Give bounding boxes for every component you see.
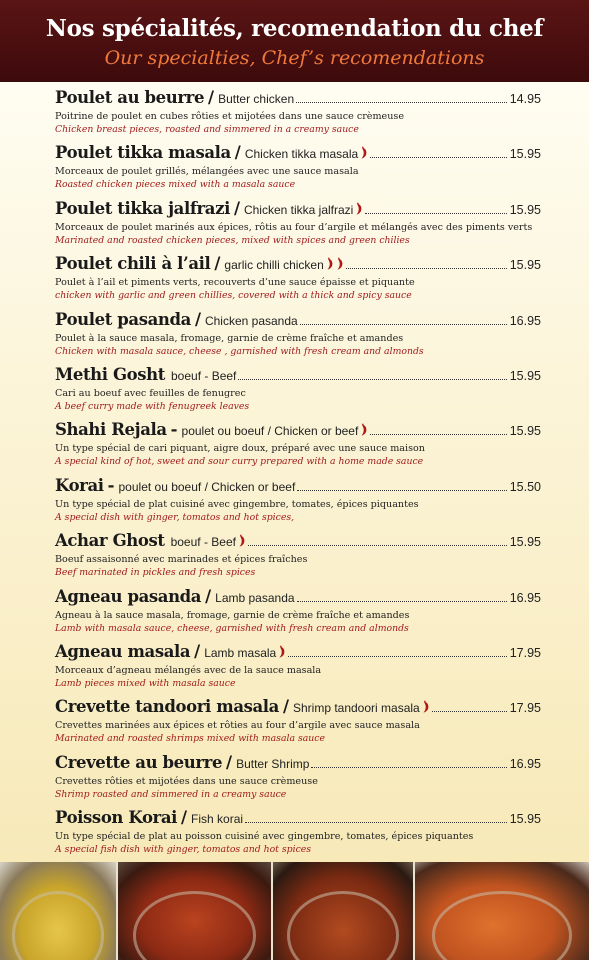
dish-description-french: Cari au boeuf avec feuilles de fenugrec <box>55 387 246 399</box>
menu-item-title-row <box>55 310 541 332</box>
chili-pepper-icon <box>360 146 368 159</box>
menu-item-title-row <box>55 254 541 276</box>
dish-description-french: Poulet à l’ail et piments verts, recouverts d’une sauce épaisse et piquante <box>55 277 415 289</box>
dot-leader <box>297 601 507 602</box>
dish-description-english: chicken with garlic and green chillies, covered with a thick and spicy sauce <box>55 290 412 302</box>
dot-leader <box>245 822 507 823</box>
dot-leader <box>432 711 507 712</box>
dish-name-separator: / <box>226 752 233 772</box>
dish-description-french: Poitrine de poulet en cubes rôties et mijotées dans une sauce crèmeuse <box>55 111 405 122</box>
menu-item-title-row <box>55 587 541 609</box>
dot-leader <box>370 157 507 158</box>
dish-description-french: Morceaux de poulet marinés aux épices, rôtis au four d’argile et mélangés avec des piments verts <box>55 221 533 233</box>
dish-description-french: Un type spécial de plat cuisiné avec gingembre, tomates, épices piquantes <box>55 498 419 510</box>
dish-description-english: A special kind of hot, sweet and sour curry prepared with a home made sauce <box>55 456 424 468</box>
chili-pepper-icon <box>355 202 363 215</box>
dish-description-french: Poulet à la sauce masala, fromage, garnie de crème fraîche et amandes <box>55 332 404 344</box>
dish-name-separator: / <box>194 309 201 329</box>
menu-item <box>55 697 541 752</box>
dish-description-english: Roasted chicken pieces mixed with a masala sauce <box>55 179 296 191</box>
dish-name-separator: / <box>233 198 240 218</box>
menu-item-title-row <box>55 476 541 498</box>
dish-description-french: Un type spécial de plat au poisson cuisiné avec gingembre, tomates, épices piquantes <box>55 831 474 843</box>
dish-name-french: Methi Gosht <box>55 364 165 384</box>
dish-name-english: boeuf - Beef <box>170 535 236 550</box>
dish-description-french: Crevettes rôties et mijotées dans une sauce crèmeuse <box>55 775 318 787</box>
dish-name-english: Fish korai <box>191 812 244 827</box>
dish-name-french: Poisson Korai <box>55 808 177 828</box>
dish-price: 15.95 <box>509 258 541 273</box>
menu-item-title-row <box>55 808 541 830</box>
menu-item <box>55 753 541 808</box>
dish-price: 15.95 <box>509 424 541 439</box>
food-photo-strip <box>0 862 589 960</box>
dish-name-english: Shrimp tandoori masala <box>292 701 420 716</box>
dish-description-english: A special fish dish with ginger, tomatos and hot spices <box>55 844 312 856</box>
menu-item <box>55 254 541 309</box>
menu-item <box>55 642 541 697</box>
dot-leader <box>288 656 507 657</box>
chili-pepper-icon <box>336 257 344 270</box>
dish-description-english: Marinated and roasted chicken pieces, mixed with spices and green chilies <box>55 234 410 246</box>
dish-description-french: Boeuf assaisonné avec marinades et épices fraîches <box>55 554 308 566</box>
menu-item <box>55 310 541 365</box>
dot-leader <box>365 213 507 214</box>
page-title: Nos spécialités, recomendation du chef <box>45 15 544 42</box>
serving-bowl-icon <box>133 891 256 960</box>
dot-leader <box>300 324 507 325</box>
menu-item-title-row <box>55 420 541 442</box>
korai-dish-photo <box>273 862 413 960</box>
chicken-curry-photo <box>0 862 116 960</box>
dot-leader <box>296 102 507 103</box>
dish-name-french: Poulet pasanda <box>55 309 191 329</box>
dish-name-french: Poulet tikka jalfrazi <box>55 198 230 218</box>
dish-price: 15.95 <box>509 202 541 217</box>
dish-price: 17.95 <box>509 701 541 716</box>
dot-leader <box>297 490 507 491</box>
dish-price: 15.95 <box>509 147 541 162</box>
dish-name-french: Crevette tandoori masala <box>55 697 279 717</box>
dish-description-english: Shrimp roasted and simmered in a creamy sauce <box>55 788 287 800</box>
chili-pepper-icon <box>238 534 246 547</box>
menu-item <box>55 420 541 475</box>
dish-name-separator: / <box>194 641 201 661</box>
serving-bowl-icon <box>432 891 572 960</box>
dot-leader <box>238 379 507 380</box>
menu-item-title-row <box>55 88 541 110</box>
dish-price: 16.95 <box>509 313 541 328</box>
dish-name-french: Agneau masala <box>55 641 191 661</box>
dot-leader <box>346 268 507 269</box>
chili-pepper-icon <box>278 645 286 658</box>
dish-name-english: boeuf - Beef <box>171 368 237 383</box>
menu-item <box>55 531 541 586</box>
dish-name-english: poulet ou boeuf / Chicken or beef <box>118 479 296 494</box>
dish-description-french: Crevettes marinées aux épices et rôties au four d’argile avec sauce masala <box>55 720 420 732</box>
dish-name-english: poulet ou boeuf / Chicken or beef <box>181 424 359 439</box>
menu-item-title-row <box>55 531 541 553</box>
dish-name-french: Poulet tikka masala <box>55 143 231 163</box>
menu-content <box>0 82 589 862</box>
dish-name-french: Korai <box>55 475 104 495</box>
dot-leader <box>248 545 507 546</box>
menu-header <box>0 0 589 82</box>
dish-description-english: A beef curry made with fenugreek leaves <box>55 400 250 412</box>
dish-price: 17.95 <box>509 645 541 660</box>
chili-pepper-icon <box>422 700 430 713</box>
dish-name-separator: / <box>282 697 289 717</box>
dot-leader <box>370 434 507 435</box>
menu-item <box>55 88 541 143</box>
dish-description-english: Lamb with masala sauce, cheese, garnished with fresh cream and almonds <box>55 622 409 634</box>
menu-item <box>55 143 541 198</box>
dish-name-english: Butter Shrimp <box>236 756 310 771</box>
dish-name-french: Shahi Rejala <box>55 420 167 440</box>
menu-item-title-row <box>55 199 541 221</box>
dish-name-separator: / <box>205 586 212 606</box>
butter-chicken-photo <box>415 862 589 960</box>
menu-item-title-row <box>55 697 541 719</box>
dish-name-english: Butter chicken <box>218 92 295 106</box>
dish-name-english: Chicken pasanda <box>204 313 298 328</box>
chili-pepper-icon <box>360 423 368 436</box>
dish-name-english: Lamb masala <box>204 645 277 660</box>
dish-description-french: Morceaux d’agneau mélangés avec de la sauce masala <box>55 664 322 676</box>
dish-name-french: Crevette au beurre <box>55 752 223 772</box>
dish-name-french: Poulet au beurre <box>55 88 205 107</box>
dish-price: 16.95 <box>509 756 541 771</box>
dish-name-separator: / <box>181 808 188 828</box>
dish-description-french: Un type spécial de cari piquant, aigre doux, préparé avec une sauce maison <box>55 443 425 455</box>
dish-description-english: Marinated and roasted shrimps mixed with masala sauce <box>55 733 325 745</box>
menu-item <box>55 808 541 863</box>
dish-name-separator: / <box>208 88 215 107</box>
menu-item <box>55 199 541 254</box>
serving-bowl-icon <box>287 891 399 960</box>
dish-description-english: Lamb pieces mixed with masala sauce <box>55 677 236 689</box>
dish-description-english: Chicken with masala sauce, cheese , garnished with fresh cream and almonds <box>55 345 424 357</box>
menu-items-list <box>55 88 541 863</box>
menu-item-title-row <box>55 642 541 664</box>
dish-name-separator: / <box>234 143 241 163</box>
dish-description-english: Chicken breast pieces, roasted and simmered in a creamy sauce <box>55 124 359 135</box>
dish-price: 15.50 <box>509 479 541 494</box>
menu-item-title-row <box>55 365 541 387</box>
dish-price: 15.95 <box>509 368 541 383</box>
menu-item <box>55 365 541 420</box>
dish-name-english: Chicken tikka masala <box>244 147 359 162</box>
chili-pepper-icon <box>326 257 334 270</box>
dish-name-separator: / <box>214 254 221 274</box>
dot-leader <box>311 767 507 768</box>
dish-description-french: Morceaux de poulet grillés, mélangées avec une sauce masala <box>55 166 359 178</box>
dish-price: 15.95 <box>509 812 541 827</box>
dish-price: 14.95 <box>509 92 541 106</box>
serving-bowl-icon <box>12 891 104 960</box>
beef-curry-photo <box>118 862 271 960</box>
menu-item <box>55 476 541 531</box>
dish-price: 15.95 <box>509 535 541 550</box>
dish-name-english: garlic chilli chicken <box>224 258 324 273</box>
dish-description-english: Beef marinated in pickles and fresh spices <box>55 567 256 579</box>
dish-name-separator: - <box>170 420 178 440</box>
dish-name-french: Achar Ghost <box>55 531 165 551</box>
dish-name-english: Chicken tikka jalfrazi <box>243 202 354 217</box>
page-subtitle: Our specialties, Chef’s recomendations <box>104 47 485 69</box>
dish-name-french: Agneau pasanda <box>55 586 202 606</box>
dish-name-french: Poulet chili à l’ail <box>55 254 211 274</box>
menu-item-title-row <box>55 753 541 775</box>
dish-name-english: Lamb pasanda <box>215 590 295 605</box>
menu-item <box>55 587 541 642</box>
dish-price: 16.95 <box>509 590 541 605</box>
dish-description-english: A special dish with ginger, tomatos and hot spices, <box>55 511 295 523</box>
dish-description-french: Agneau à la sauce masala, fromage, garnie de crème fraîche et amandes <box>55 609 410 621</box>
menu-item-title-row <box>55 143 541 165</box>
dish-name-separator: - <box>107 475 115 495</box>
